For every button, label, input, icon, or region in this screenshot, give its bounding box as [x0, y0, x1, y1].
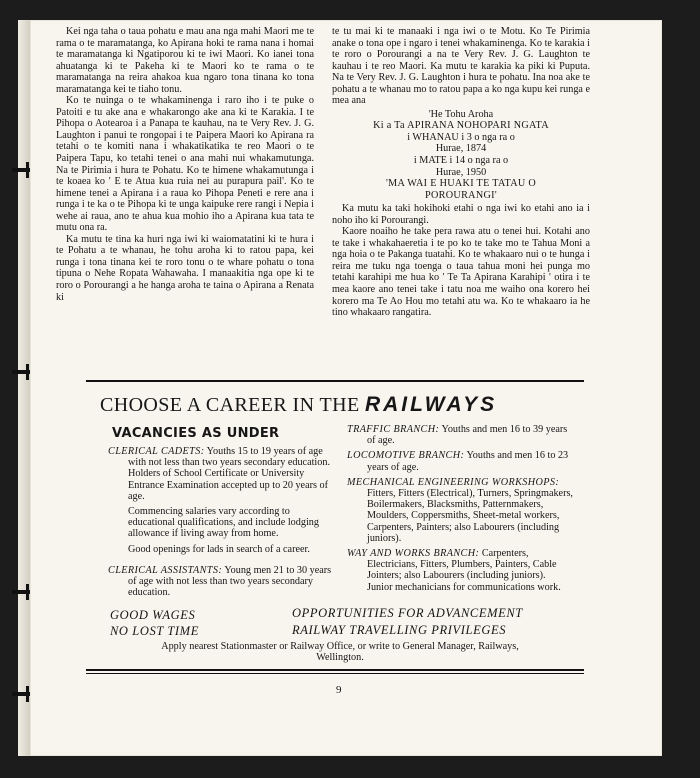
slogan-no-lost-time: NO LOST TIME	[110, 624, 199, 638]
clerical-cadets-text: Youths 15 to 19 years of age with not less than two years secondary education. Holders of School Certificate or University Entrance Examination accepted up to 20 years of age.	[128, 446, 330, 502]
inscription-line: i WHANAU i 3 o nga ra o	[407, 131, 515, 143]
railways-wordmark: RAILWAYS	[364, 393, 498, 416]
way-and-works-entry	[347, 548, 573, 593]
clerical-cadets-entry	[108, 446, 334, 502]
mechanical-workshops-entry	[347, 477, 573, 544]
traffic-branch-label: TRAFFIC BRANCH:	[347, 424, 440, 435]
article-paragraph: Kei nga taha o taua pohatu e mau ana nga mahi Maori me te rama o te maramatanga, ko Apirana hoki te rama nana i homai te maramatanga ki Ngatiporou ki te iwi Maori. Ko ianei tona ahuatanga ki te Pakeha ki te Maori ko te rama o te maramatanga na reira ahakoa kua ngaro tona tinana ko tona maramatanga kei te tiaho tonu.	[56, 26, 314, 95]
advert-bottom-rule-thin	[86, 673, 584, 674]
locomotive-branch-label: LOCOMOTIVE BRANCH:	[347, 450, 465, 462]
slogan-travel-privileges: RAILWAY TRAVELLING PRIVILEGES	[292, 623, 507, 637]
slogan-good-wages: GOOD WAGES	[110, 608, 196, 622]
apply-instructions: Apply nearest Stationmaster or Railway Office, or write to General Manager, Railways, Wellington.	[161, 641, 519, 664]
locomotive-branch-text: Youths and men 16 to 23 years of age.	[367, 450, 569, 473]
traffic-branch-text: Youths and men 16 to 39 years of age.	[367, 424, 568, 447]
mechanical-workshops-label: MECHANICAL ENGINEERING WORKSHOPS:	[347, 476, 560, 488]
inscription-line: POROURANGI'	[425, 189, 497, 201]
inscription-line: Hurae, 1874	[435, 143, 487, 155]
inscription-line: 'MA WAI E HUAKI TE TATAU O	[385, 178, 537, 190]
advert-right-column	[347, 424, 573, 597]
page-number: 9	[336, 684, 342, 696]
inscription-line: Ki a Ta APIRANA NOHOPARI NGATA	[373, 120, 549, 132]
advert-heading	[100, 393, 580, 417]
advert-bottom-rule	[86, 669, 584, 671]
article-paragraph: Ka mutu te tina ka huri nga iwi ki waiomatatini ki te hura i te Pohatu a te whanau, he tohu aroha ki to ratou papa, kei runga i tona tinana kei te roro tonu o te whare pohatu o tona tipuna o Nehe Ropata Wahawaha. I manaakitia nga ope ki te roro o Porourangi a he hanga aroha te taina o Apirana a Renata ki	[56, 233, 314, 303]
clerical-assistants-entry	[108, 565, 334, 599]
way-and-works-label: WAY AND WORKS BRANCH:	[347, 548, 480, 560]
clerical-cadets-openings: Good openings for lads in search of a career.	[128, 543, 310, 555]
traffic-branch-entry	[347, 424, 573, 446]
clerical-assistants-text: Young men 21 to 30 years of age with not less than two years secondary education.	[128, 564, 332, 599]
mechanical-workshops-text: Fitters, Fitters (Electrical), Turners, Springmakers, Boilermakers, Blacksmiths, Patternmakers, Moulders, Coppersmiths, Sheet-metal workers, Carpenters, Painters; also Labourers (including juniors).	[367, 488, 573, 544]
advert-left-column	[108, 446, 334, 602]
advert-heading-text: CHOOSE A CAREER IN THE	[100, 394, 360, 416]
article-paragraph: Kaore noaiho he take pera rawa atu o tenei hui. Kotahi ano te take i whakahaeretia i te po ko te take mo te Tahua Moni a nga hoia o te Pakanga tuatahi. Ko te whakaaro nui o te hunga i reira me tuku nga toenga o taua tahua moni hei punga mo tetahi karahipi me hua ko ' Te Ta Apirana Karahipi ' otira i te mea kaore ano tenei take i tatu noa me waiho ona korero hei korero ma Te Ao Hou mo tetahi atu wa. Ko te whakaaro ia he tino whakaaro rangatira.	[332, 226, 590, 319]
way-and-works-text: Carpenters, Electricians, Fitters, Plumbers, Painters, Cable Jointers; also Labourers (including juniors). Junior mechanicians for communications work.	[367, 548, 561, 593]
inscription-line: i MATE i 14 o nga ra o	[413, 155, 509, 167]
inscription-block	[332, 109, 590, 201]
inscription-line: 'He Tohu Aroha	[428, 108, 494, 120]
slogan-advancement: OPPORTUNITIES FOR ADVANCEMENT	[292, 606, 523, 620]
advert-top-rule	[86, 380, 584, 382]
clerical-cadets-label: CLERICAL CADETS:	[108, 446, 205, 457]
locomotive-branch-entry	[347, 450, 573, 472]
clerical-cadets-salary: Commencing salaries vary according to educational qualifications, and include lodging allowance if living away from home.	[128, 506, 319, 540]
clerical-assistants-label: CLERICAL ASSISTANTS:	[108, 564, 223, 576]
article-paragraph: Ka mutu ka taki hokihoki etahi o nga iwi ko etahi ano ia i noho iho ki Porourangi.	[332, 203, 590, 226]
article-paragraph: Ko te nuinga o te whakaminenga i raro iho i te puke o Patoiti e tu ake ana e whakarongo ake ana ki te Karakia. I te Pihopa o Aotearoa i a Panapa te kauhau, na te Very Rev. J. G. Laughton i panui te rongopai i te Paipera Maori ko Apirana ra tetahi o te komiti nana i whakatikatika te reo Maori o te Paipera Tapu, ko tetahi tenei o ana mahi nui whakamutunga. Na te Pirimia i hura te Pohatu. Ko te himene whakamutunga i te koaea ko ' E te Atua kua ruia nei au purapura pail'. Ko te himene tenei a Apirana i a raua ko Pihopa Peneti e rere ana i runga i te ka o te Pihopa ki te unga kaipuke rere rangi i Nepia i wehe ai raua, ano te ahua kua mohio iho a Apirana kua tata te mutu ona ra.	[56, 95, 314, 234]
article-right-column	[332, 26, 590, 319]
inscription-line: Hurae, 1950	[435, 166, 487, 178]
article-paragraph: te tu mai ki te manaaki i nga iwi o te Motu. Ko Te Pirimia anake o tona ope i ngaro i tenei whakaminenga. Ko te karakia i te roro o Porourangi a na te Very Rev. J. G. Laughton te kauhau i te reo Maori. Ka mutu te karakia ka piki ki Puputa. Na te Very Rev. J. G. Laughton i hura te pohatu. Ina noa ake te pohatu a te whanau mo to ratou papa a ko nga kupu kei runga e mea ana	[332, 26, 591, 107]
article-left-column	[56, 26, 314, 303]
vacancies-heading: VACANCIES AS UNDER	[112, 426, 280, 441]
